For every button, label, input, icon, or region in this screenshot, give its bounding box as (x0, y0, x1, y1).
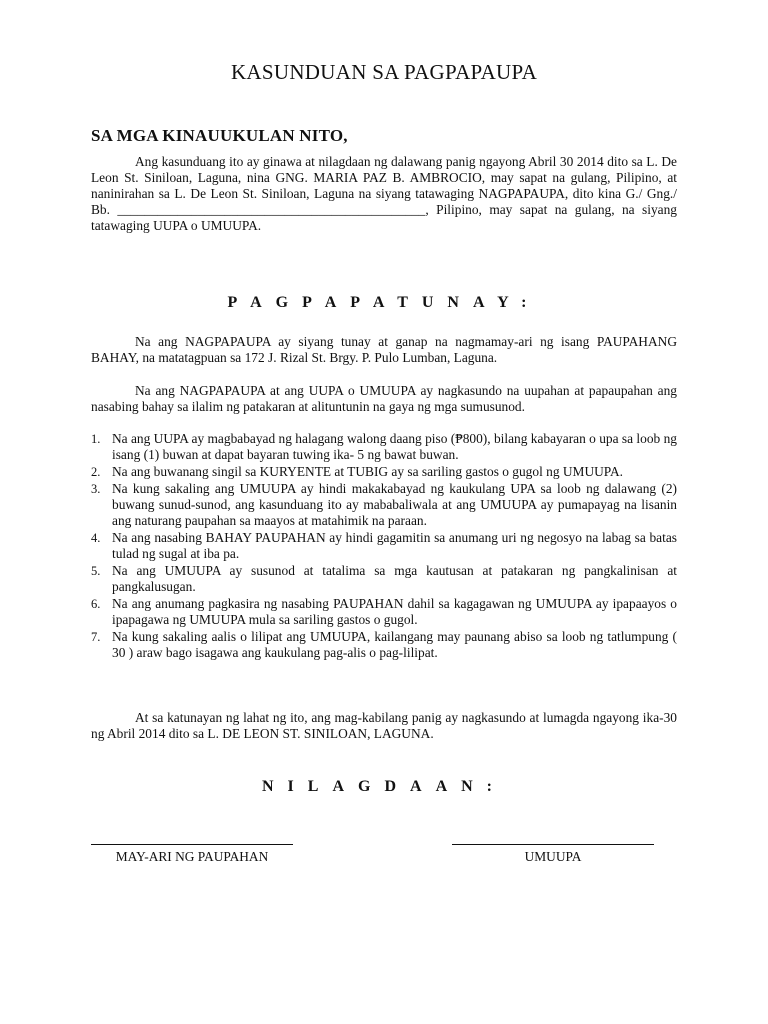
closing-paragraph: At sa katunayan ng lahat ng ito, ang mag-kabilang panig ay nagkasundo at lumagda ngayong ika-30 ng Abril 2014 dito sa L. DE LEON ST. SINILOAN, LAGUNA. (91, 710, 677, 741)
signature-line (91, 844, 293, 845)
list-item-text: Na ang buwanang singil sa KURYENTE at TUBIG ay sa sariling gastos o gugol ng UMUUPA. (112, 464, 624, 479)
list-item-text: Na kung sakaling aalis o lilipat ang UMUUPA, kailangang may paunang abiso sa loob ng tatlumpung ( 30 ) araw bago isagawa ang kaukulang pag-alis o pag-lilipat. (112, 629, 677, 660)
list-item-number: 2. (91, 465, 101, 479)
list-item-number: 3. (91, 482, 101, 496)
list-item (91, 596, 677, 628)
list-item-text: Na ang UMUUPA ay susunod at tatalima sa mga kautusan at patakaran ng pangkalinisan at pangkalusugan. (112, 563, 677, 594)
list-item (91, 464, 677, 480)
salutation: SA MGA KINAUUKULAN NITO, (91, 126, 348, 145)
list-item-text: Na kung sakaling ang UMUUPA ay hindi makakabayad ng kaukulang UPA sa loob ng dalawang (2) buwang sunud-sunod, ang kasunduang ito ay mababaliwala at ang UMUUPA ay pumapayag na lisanin ang naturang paupahan sa maayos at matahimik na paraan. (112, 481, 677, 528)
list-item-text: Na ang nasabing BAHAY PAUPAHAN ay hindi gagamitin sa anumang uri ng negosyo na labag sa batas tulad ng sugal at iba pa. (112, 530, 677, 561)
section-heading-nilagdaan: NILAGDAAN: (262, 778, 506, 795)
section-heading-pagpapatunay: PAGPAPATUNAY: (227, 294, 541, 311)
list-item-number: 4. (91, 531, 101, 545)
list-item-text: Na ang UUPA ay magbabayad ng halagang walong daang piso (₱800), bilang kabayaran o upa sa loob ng isang (1) buwan at dapat bayaran tuwing ika- 5 ng bawat buwan. (112, 431, 677, 462)
signature-label-owner: MAY-ARI NG PAUPAHAN (115, 849, 269, 864)
document-title: KASUNDUAN SA PAGPAPAUPA (230, 60, 538, 84)
list-item-number: 7. (91, 630, 101, 644)
list-item (91, 431, 677, 463)
list-item (91, 563, 677, 595)
list-item-number: 5. (91, 564, 101, 578)
signature-line (452, 844, 654, 845)
paragraph-ownership: Na ang NAGPAPAUPA ay siyang tunay at ganap na nagmamay-ari ng isang PAUPAHANG BAHAY, na matatagpuan sa 172 J. Rizal St. Brgy. P. Pulo Lumban, Laguna. (91, 334, 677, 365)
list-item-number: 6. (91, 597, 101, 611)
paragraph-agreement: Na ang NAGPAPAUPA at ang UUPA o UMUUPA ay nagkasundo na uupahan at papaupahan ang nasabing bahay sa ilalim ng patakaran at alituntunin na gaya ng mga sumusunod. (91, 383, 677, 414)
signature-block-tenant (452, 844, 654, 865)
list-item (91, 530, 677, 562)
list-item-text: Na ang anumang pagkasira ng nasabing PAUPAHAN dahil sa kagagawan ng UMUUPA ay ipapaayos o ipapagawa ng UMUUPA mula sa sariling gastos o gugol. (112, 596, 677, 627)
list-item (91, 481, 677, 529)
signature-block-owner (91, 844, 293, 865)
list-item-number: 1. (91, 432, 101, 446)
signature-label-tenant: UMUUPA (524, 849, 582, 864)
terms-list (91, 431, 677, 662)
list-item (91, 629, 677, 661)
intro-paragraph: Ang kasunduang ito ay ginawa at nilagdaan ng dalawang panig ngayong Abril 30 2014 dito sa L. De Leon St. Siniloan, Laguna, nina GNG. MARIA PAZ B. AMBROCIO, may sapat na gulang, Pilipino, at naninirahan sa L. De Leon St. Siniloan, Laguna na siyang tatawaging NAGPAPAUPA, dito kina G./ Gng./ Bb. ______________________________________________, Pilipino, may sapat na gulang, na siyang tatawaging UUPA o UMUUPA. (91, 154, 677, 233)
